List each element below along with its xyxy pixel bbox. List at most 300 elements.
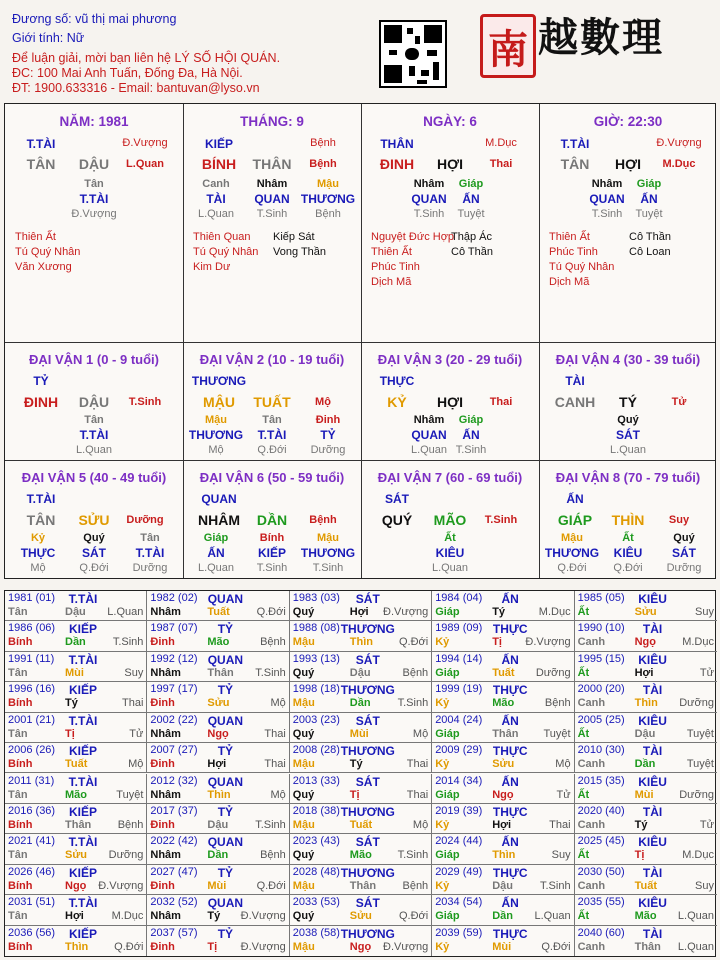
year-stem: Mậu bbox=[292, 758, 315, 771]
year-stem: Tân bbox=[8, 849, 28, 862]
year-life-stage: T.Sinh bbox=[397, 849, 429, 862]
shen-sha-star: Tú Quý Nhân bbox=[15, 246, 81, 258]
year-branch: Tị bbox=[349, 788, 360, 801]
hidden-stem: Giáp bbox=[636, 178, 662, 190]
year-label: 1998 (18) bbox=[292, 683, 340, 696]
year-ten-god: SÁT bbox=[355, 774, 380, 789]
year-life-stage: T.Sinh bbox=[255, 818, 286, 831]
year-label: 2037 (57) bbox=[150, 926, 198, 939]
year-label: 2016 (36) bbox=[8, 804, 56, 817]
year-ten-god: TÀI bbox=[642, 622, 663, 637]
year-cell bbox=[575, 926, 717, 956]
year-life-stage: Mộ bbox=[270, 788, 286, 801]
hidden-stem: Nhâm bbox=[413, 178, 445, 190]
hidden-ten-god: ẤN bbox=[640, 192, 658, 206]
year-branch: Sửu bbox=[349, 910, 372, 923]
year-ten-god: ẤN bbox=[501, 896, 519, 911]
year-branch: Sửu bbox=[492, 758, 515, 771]
year-ten-god: KIẾP bbox=[68, 744, 98, 759]
hidden-ten-god: KIÊU bbox=[613, 546, 643, 560]
year-branch: Tuất bbox=[207, 606, 230, 618]
dai-van-title: ĐẠI VẬN 3 (20 - 29 tuổi) bbox=[377, 352, 523, 367]
year-branch: Thìn bbox=[349, 636, 374, 649]
year-label: 2038 (58) bbox=[292, 926, 340, 939]
hidden-ten-god: T.TÀI bbox=[79, 428, 109, 442]
year-label: 2021 (41) bbox=[8, 835, 56, 848]
hidden-life-stage: T.Sinh bbox=[256, 562, 288, 574]
address-line: ĐC: 100 Mai Anh Tuấn, Đống Đa, Hà Nội. bbox=[12, 66, 243, 80]
hidden-ten-god: THỰC bbox=[20, 546, 56, 560]
year-cell bbox=[575, 713, 717, 743]
year-ten-god: KIÊU bbox=[638, 835, 667, 850]
year-stem: Bính bbox=[8, 879, 33, 892]
pillar-title: THÁNG: 9 bbox=[240, 114, 304, 129]
year-label: 2010 (30) bbox=[577, 744, 625, 757]
year-ten-god: SÁT bbox=[355, 592, 380, 606]
year-branch: Dần bbox=[65, 636, 86, 649]
year-ten-god: ẤN bbox=[501, 592, 519, 606]
dai-van-title: ĐẠI VẬN 6 (50 - 59 tuổi) bbox=[199, 470, 345, 485]
year-branch: Tý bbox=[492, 606, 506, 618]
year-ten-god: TỶ bbox=[217, 804, 234, 819]
dai-van-ten-god: ẤN bbox=[566, 492, 584, 506]
year-ten-god: T.TÀI bbox=[68, 592, 98, 606]
shen-sha-star: Văn Xương bbox=[15, 261, 72, 273]
year-label: 2000 (20) bbox=[577, 683, 625, 696]
year-ten-god: THỰC bbox=[492, 926, 528, 941]
year-label: 1991 (11) bbox=[8, 652, 55, 665]
phone-email-line: ĐT: 1900.633316 - Email: bantuvan@lyso.vn bbox=[12, 81, 260, 95]
year-branch: Mão bbox=[207, 636, 230, 649]
hidden-stem: Bính bbox=[259, 532, 285, 544]
year-cell bbox=[575, 895, 717, 925]
year-cell bbox=[5, 591, 147, 621]
hidden-stem: Giáp bbox=[458, 178, 484, 190]
year-cell bbox=[5, 713, 147, 743]
year-label: 1989 (09) bbox=[435, 622, 483, 635]
year-life-stage: T.Sinh bbox=[540, 879, 571, 892]
hidden-life-stage: Đ.Vượng bbox=[71, 208, 117, 220]
pillar-life-stage: M.Dục bbox=[662, 158, 696, 170]
hidden-life-stage: T.Sinh bbox=[591, 208, 623, 220]
hidden-life-stage: Q.Đới bbox=[79, 562, 109, 574]
year-ten-god: KIẾP bbox=[68, 683, 98, 698]
year-ten-god: TÀI bbox=[642, 683, 663, 698]
year-branch: Tuất bbox=[349, 818, 373, 831]
year-ten-god: THỰC bbox=[492, 622, 528, 637]
year-branch: Dần bbox=[634, 758, 656, 771]
shen-sha-star: Cô Thần bbox=[451, 246, 493, 258]
year-life-stage: Bệnh bbox=[117, 818, 144, 831]
year-label: 2040 (60) bbox=[577, 926, 625, 939]
year-branch: Mão bbox=[65, 788, 87, 801]
year-ten-god: THƯƠNG bbox=[340, 683, 395, 698]
year-cell bbox=[290, 834, 432, 864]
year-life-stage: Tử bbox=[699, 666, 714, 679]
year-label: 1996 (16) bbox=[8, 683, 56, 696]
year-label: 2028 (48) bbox=[292, 865, 340, 878]
year-branch: Dậu bbox=[634, 727, 656, 740]
dai-van-cell bbox=[183, 460, 361, 578]
hidden-life-stage: T.Sinh bbox=[455, 444, 487, 456]
year-life-stage: L.Quan bbox=[534, 910, 571, 923]
year-ten-god: THỰC bbox=[492, 804, 528, 819]
year-branch: Tuất bbox=[634, 879, 657, 892]
hidden-life-stage: L.Quan bbox=[609, 444, 647, 456]
pillar-cell bbox=[5, 104, 183, 342]
year-cell bbox=[147, 926, 289, 956]
year-cell bbox=[432, 743, 574, 773]
year-cell bbox=[5, 774, 147, 804]
year-cell bbox=[290, 895, 432, 925]
year-life-stage: M.Dục bbox=[111, 910, 144, 923]
year-cell bbox=[432, 774, 574, 804]
year-life-stage: Dưỡng bbox=[535, 666, 571, 679]
year-branch: Dần bbox=[207, 849, 229, 862]
year-label: 2005 (25) bbox=[577, 713, 625, 726]
year-label: 2014 (34) bbox=[435, 774, 483, 787]
shen-sha-star: Tú Quý Nhân bbox=[193, 246, 259, 258]
heavenly-stem: TÂN bbox=[26, 156, 56, 172]
year-stem: Nhâm bbox=[150, 910, 181, 923]
dai-van-title: ĐẠI VẬN 5 (40 - 49 tuổi) bbox=[21, 470, 167, 485]
shen-sha-star: Thiên Ất bbox=[549, 231, 590, 243]
year-life-stage: Q.Đới bbox=[398, 910, 429, 923]
hidden-ten-god: T.TÀI bbox=[135, 546, 165, 560]
year-branch: Thìn bbox=[207, 788, 231, 801]
year-branch: Mùi bbox=[207, 879, 227, 892]
year-stem: Đinh bbox=[150, 879, 175, 892]
year-stem: Bính bbox=[8, 940, 33, 953]
dai-van-title: ĐẠI VẬN 4 (30 - 39 tuổi) bbox=[555, 352, 701, 367]
year-branch: Dậu bbox=[492, 879, 513, 892]
shen-sha-star: Kim Dư bbox=[193, 261, 231, 273]
year-life-stage: Tuyệt bbox=[686, 727, 714, 740]
year-cell bbox=[575, 774, 717, 804]
earthly-branch: THÂN bbox=[252, 156, 292, 172]
year-stem: Nhâm bbox=[150, 606, 181, 618]
year-life-stage: Đ.Vượng bbox=[240, 940, 286, 953]
year-label: 2029 (49) bbox=[435, 865, 483, 878]
hidden-stem: Tân bbox=[84, 414, 104, 426]
year-stem: Mậu bbox=[292, 940, 315, 953]
year-ten-god: T.TÀI bbox=[68, 652, 98, 667]
dai-van-branch: TUẤT bbox=[253, 394, 291, 410]
hidden-life-stage: Dưỡng bbox=[666, 562, 702, 574]
earthly-branch: HỢI bbox=[615, 156, 641, 172]
hidden-life-stage: Q.Đới bbox=[257, 444, 287, 456]
year-life-stage: Thai bbox=[549, 818, 571, 831]
year-cell bbox=[5, 652, 147, 682]
shen-sha-star: Phúc Tinh bbox=[549, 246, 598, 258]
year-life-stage: T.Sinh bbox=[255, 666, 286, 679]
year-label: 2034 (54) bbox=[435, 896, 483, 909]
year-stem: Kỷ bbox=[435, 818, 450, 831]
year-branch: Tuất bbox=[492, 666, 515, 679]
dai-van-title: ĐẠI VẬN 7 (60 - 69 tuổi) bbox=[377, 470, 523, 485]
hidden-ten-god: THƯƠNG bbox=[544, 546, 600, 560]
year-ten-god: ẤN bbox=[501, 835, 519, 850]
year-life-stage: Bệnh bbox=[544, 697, 571, 710]
year-label: 1986 (06) bbox=[8, 622, 56, 635]
year-ten-god: TỶ bbox=[217, 744, 234, 759]
year-cell bbox=[290, 591, 432, 621]
hidden-life-stage: Q.Đới bbox=[613, 562, 643, 574]
year-label: 1995 (15) bbox=[577, 652, 625, 665]
year-ten-god: KIÊU bbox=[638, 652, 667, 667]
heavenly-stem: BÍNH bbox=[201, 156, 237, 172]
year-cell bbox=[432, 682, 574, 712]
year-label: 2011 (31) bbox=[8, 774, 55, 787]
year-stem: Bính bbox=[8, 636, 33, 649]
year-stem: Quý bbox=[292, 666, 315, 679]
dai-van-cell bbox=[361, 460, 539, 578]
dai-van-life-stage: T.Sinh bbox=[128, 396, 162, 408]
year-ten-god: TÀI bbox=[642, 926, 663, 941]
hidden-ten-god: ẤN bbox=[462, 428, 480, 442]
year-branch: Hợi bbox=[207, 758, 227, 771]
pillar-cell bbox=[361, 104, 539, 342]
year-cell bbox=[147, 713, 289, 743]
hidden-life-stage: T.Sinh bbox=[256, 208, 288, 220]
year-stem: Ất bbox=[577, 910, 590, 923]
year-life-stage: T.Sinh bbox=[112, 636, 144, 649]
year-branch: Dần bbox=[492, 910, 513, 923]
year-ten-god: TỶ bbox=[217, 622, 234, 637]
year-ten-god: QUAN bbox=[207, 835, 244, 850]
year-life-stage: M.Dục bbox=[538, 606, 571, 618]
year-ten-god: THỰC bbox=[492, 744, 528, 759]
year-label: 2024 (44) bbox=[435, 835, 483, 848]
dai-van-cell bbox=[539, 342, 717, 460]
year-ten-god: KIÊU bbox=[638, 713, 667, 728]
year-ten-god: ẤN bbox=[501, 713, 519, 728]
year-branch: Hợi bbox=[349, 606, 369, 618]
shen-sha-star: Cô Thần bbox=[629, 231, 671, 243]
year-branch: Thân bbox=[492, 727, 519, 740]
year-label: 1994 (14) bbox=[435, 652, 483, 665]
year-branch: Tý bbox=[207, 910, 221, 923]
year-stem: Canh bbox=[577, 879, 606, 892]
year-life-stage: Thai bbox=[406, 788, 429, 801]
year-ten-god: THƯƠNG bbox=[340, 926, 395, 941]
year-cell bbox=[575, 682, 717, 712]
year-cell bbox=[432, 834, 574, 864]
year-ten-god: TỶ bbox=[217, 926, 234, 941]
year-life-stage: Thai bbox=[264, 758, 286, 771]
hidden-ten-god: QUAN bbox=[411, 428, 447, 442]
hidden-life-stage: L.Quan bbox=[431, 562, 469, 574]
dai-van-life-stage: T.Sinh bbox=[484, 514, 518, 526]
year-branch: Dậu bbox=[349, 666, 371, 679]
year-life-stage: Mộ bbox=[270, 697, 286, 710]
year-stem: Quý bbox=[292, 788, 315, 801]
year-branch: Mùi bbox=[492, 940, 512, 953]
hidden-life-stage: T.Sinh bbox=[413, 208, 445, 220]
year-label: 2012 (32) bbox=[150, 774, 198, 787]
dai-van-branch: DẬU bbox=[78, 394, 110, 410]
pillar-cell bbox=[539, 104, 717, 342]
year-label: 2023 (43) bbox=[292, 835, 340, 848]
dai-van-stem: KỶ bbox=[387, 394, 407, 410]
dai-van-title: ĐẠI VẬN 2 (10 - 19 tuổi) bbox=[199, 352, 345, 367]
hidden-stem: Ất bbox=[444, 532, 456, 544]
dai-van-stem: CANH bbox=[554, 394, 596, 410]
hidden-ten-god: QUAN bbox=[411, 192, 447, 206]
year-branch: Mùi bbox=[349, 727, 369, 740]
client-name: Đương số: vũ thị mai phương bbox=[12, 12, 177, 26]
year-label: 2017 (37) bbox=[150, 804, 198, 817]
year-life-stage: Mộ bbox=[412, 818, 429, 831]
client-gender: Giới tính: Nữ bbox=[12, 31, 85, 45]
year-stem: Ất bbox=[577, 666, 590, 679]
year-branch: Tý bbox=[65, 697, 78, 710]
year-ten-god: ẤN bbox=[501, 652, 519, 667]
hidden-stem: Quý bbox=[673, 532, 695, 544]
year-life-stage: Mộ bbox=[128, 758, 144, 771]
hidden-stem: Quý bbox=[83, 532, 105, 544]
year-cell bbox=[147, 774, 289, 804]
branch-life-stage: Bệnh bbox=[310, 137, 336, 149]
year-branch: Mão bbox=[492, 697, 515, 710]
year-ten-god: QUAN bbox=[207, 592, 244, 606]
hidden-life-stage: Mộ bbox=[208, 444, 224, 456]
year-ten-god: THƯƠNG bbox=[340, 744, 395, 759]
year-life-stage: Thai bbox=[121, 697, 144, 710]
hidden-ten-god: T.TÀI bbox=[79, 192, 109, 206]
year-label: 2026 (46) bbox=[8, 865, 56, 878]
dai-van-ten-god: TỶ bbox=[33, 374, 49, 388]
year-branch: Thìn bbox=[634, 697, 658, 710]
year-branch: Tị bbox=[207, 940, 218, 953]
year-life-stage: Đ.Vượng bbox=[525, 636, 571, 649]
year-life-stage: Q.Đới bbox=[541, 940, 571, 953]
year-life-stage: M.Dục bbox=[682, 636, 714, 649]
dai-van-branch: HỢI bbox=[437, 394, 463, 410]
brand-logo: 越數理 bbox=[538, 14, 664, 61]
year-stem: Giáp bbox=[435, 788, 460, 801]
branch-life-stage: M.Dục bbox=[485, 137, 517, 149]
hidden-stem: Tân bbox=[84, 178, 104, 190]
year-ten-god: THƯƠNG bbox=[340, 865, 395, 880]
year-ten-god: ẤN bbox=[501, 774, 519, 789]
year-ten-god: QUAN bbox=[207, 713, 244, 728]
shen-sha-star: Cô Loan bbox=[629, 246, 671, 258]
hidden-ten-god: KIÊU bbox=[435, 546, 465, 560]
hidden-ten-god: QUAN bbox=[589, 192, 625, 206]
pillar-title: NGÀY: 6 bbox=[423, 114, 477, 129]
year-label: 2019 (39) bbox=[435, 804, 483, 817]
hidden-stem: Nhâm bbox=[591, 178, 623, 190]
year-cell bbox=[147, 682, 289, 712]
year-cell bbox=[290, 926, 432, 956]
dai-van-ten-god: QUAN bbox=[201, 492, 237, 506]
year-stem: Canh bbox=[577, 758, 606, 771]
hidden-life-stage: Dưỡng bbox=[310, 444, 346, 456]
year-ten-god: SÁT bbox=[355, 896, 380, 911]
year-stem: Kỷ bbox=[435, 636, 450, 649]
hidden-life-stage: T.Sinh bbox=[312, 562, 344, 574]
year-life-stage: Tử bbox=[699, 818, 714, 831]
year-stem: Nhâm bbox=[150, 849, 181, 862]
shen-sha-star: Nguyệt Đức Hợp bbox=[371, 231, 455, 243]
year-label: 1985 (05) bbox=[577, 592, 625, 604]
year-stem: Tân bbox=[8, 910, 28, 923]
year-stem: Đinh bbox=[150, 636, 175, 649]
year-life-stage: Suy bbox=[551, 849, 571, 862]
pillar-title: GIỜ: 22:30 bbox=[593, 114, 663, 129]
hidden-ten-god: THƯƠNG bbox=[300, 192, 356, 206]
year-life-stage: Tử bbox=[129, 727, 144, 740]
hidden-stem: Tân bbox=[262, 414, 282, 426]
year-cell bbox=[147, 591, 289, 621]
stem-ten-god: T.TÀI bbox=[560, 137, 590, 151]
red-seal-logo: 南 bbox=[480, 14, 536, 78]
year-life-stage: Đ.Vượng bbox=[240, 910, 286, 923]
year-stem: Kỷ bbox=[435, 758, 450, 771]
year-life-stage: Mộ bbox=[555, 758, 571, 771]
hidden-stem: Quý bbox=[617, 414, 639, 426]
year-stem: Giáp bbox=[435, 727, 460, 740]
year-label: 1983 (03) bbox=[292, 592, 340, 604]
year-life-stage: Đ.Vượng bbox=[383, 940, 429, 953]
year-life-stage: Q.Đới bbox=[256, 606, 286, 618]
year-stem: Mậu bbox=[292, 697, 315, 710]
year-label: 2006 (26) bbox=[8, 744, 56, 757]
year-stem: Bính bbox=[8, 758, 33, 771]
year-label: 2025 (45) bbox=[577, 835, 625, 848]
year-label: 2015 (35) bbox=[577, 774, 625, 787]
year-stem: Tân bbox=[8, 666, 28, 679]
year-cell bbox=[147, 652, 289, 682]
year-ten-god: TÀI bbox=[642, 744, 663, 759]
hidden-ten-god: SÁT bbox=[616, 428, 640, 442]
year-life-stage: Dưỡng bbox=[679, 697, 714, 710]
year-label: 1992 (12) bbox=[150, 652, 198, 665]
year-branch: Tý bbox=[634, 818, 648, 831]
year-cell bbox=[575, 652, 717, 682]
dai-van-cell bbox=[183, 342, 361, 460]
year-branch: Ngọ bbox=[207, 727, 229, 740]
pillar-life-stage: L.Quan bbox=[126, 158, 164, 170]
year-life-stage: Dưỡng bbox=[108, 849, 144, 862]
year-label: 1987 (07) bbox=[150, 622, 198, 635]
year-cell bbox=[290, 713, 432, 743]
earthly-branch: DẬU bbox=[78, 156, 110, 172]
year-life-stage: Q.Đới bbox=[256, 879, 286, 892]
year-cell bbox=[290, 865, 432, 895]
chart-header bbox=[0, 0, 720, 100]
year-life-stage: Bệnh bbox=[260, 636, 286, 649]
year-cell bbox=[5, 682, 147, 712]
year-ten-god: T.TÀI bbox=[68, 835, 98, 850]
year-cell bbox=[575, 621, 717, 651]
year-ten-god: KIÊU bbox=[638, 896, 667, 911]
year-branch: Ngọ bbox=[634, 636, 656, 649]
hidden-life-stage: Mộ bbox=[30, 562, 46, 574]
qr-code-icon bbox=[379, 20, 447, 88]
shen-sha-star: Thiên Quan bbox=[193, 231, 251, 243]
year-ten-god: T.TÀI bbox=[68, 713, 98, 728]
dai-van-cell bbox=[5, 460, 183, 578]
year-stem: Giáp bbox=[435, 849, 460, 862]
dai-van-life-stage: Thai bbox=[489, 396, 513, 408]
contact-line: Để luận giải, mời bạn liên hệ LÝ SỐ HỘI QUÁN. bbox=[12, 51, 281, 65]
year-stem: Đinh bbox=[150, 940, 175, 953]
hidden-life-stage: L.Quan bbox=[410, 444, 448, 456]
year-cell bbox=[147, 895, 289, 925]
year-branch: Thân bbox=[65, 818, 92, 831]
